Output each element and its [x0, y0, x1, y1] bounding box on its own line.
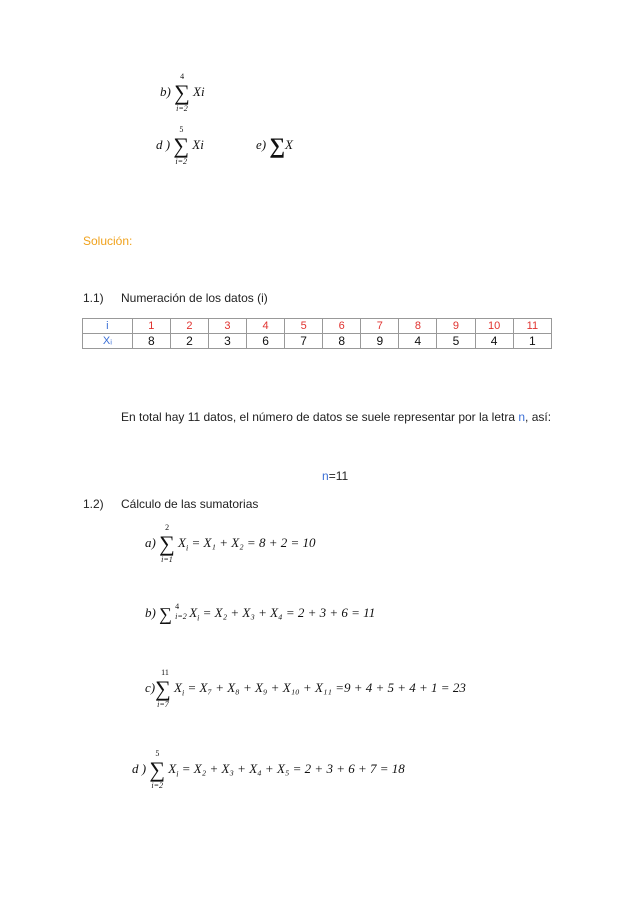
table-cell: 2: [170, 319, 208, 334]
table-cell: 8: [323, 334, 361, 349]
sum-b-label: b): [145, 605, 156, 620]
sigma-lower: i=2: [176, 104, 188, 113]
sum-term: X: [168, 760, 177, 776]
sum-a-expression: = X₁ + X₂ = 8 + 2 = 10: [191, 534, 316, 550]
table-cell: 8: [132, 334, 170, 349]
paragraph: [121, 410, 551, 424]
solution-label: Solución:: [83, 234, 133, 248]
n-variable: n: [322, 469, 329, 483]
sum-d-expression: = X₂ + X₃ + X₄ + X₅ = 2 + 3 + 6 + 7 = 18: [181, 760, 405, 776]
sum-b-expression: = X₂ + X₃ + X₄ = 2 + 3 + 6 = 11: [202, 605, 376, 620]
sigma-upper: 2: [165, 523, 170, 532]
table-cell: 4: [475, 334, 513, 349]
sigma-symbol: ∑: [269, 133, 286, 158]
sigma-lower: i=2: [175, 157, 187, 166]
table-cell: 5: [285, 319, 323, 334]
sum-c: [145, 668, 466, 709]
sum-b: [145, 602, 376, 625]
sum-a: [145, 523, 316, 564]
sigma-upper: 4: [180, 72, 185, 81]
row-header-x: Xᵢ: [83, 334, 133, 349]
sum-c-label: c): [145, 679, 156, 695]
table-cell: 4: [399, 334, 437, 349]
exercise-b: [160, 72, 205, 113]
exercise-b-label: b): [160, 83, 171, 99]
section-1-2-number: 1.2): [83, 497, 104, 511]
sigma-lower: i=7: [157, 700, 169, 709]
sum-term-sub: i: [185, 543, 189, 553]
sum-term: X: [189, 605, 198, 620]
sum-term: X: [178, 534, 186, 550]
table-cell: 7: [285, 334, 323, 349]
sigma-symbol: ∑ 2 i=1: [159, 523, 175, 564]
data-table: [82, 318, 552, 349]
sum-term-sub: i: [182, 688, 185, 698]
section-1-1-title: Numeración de los datos (i): [121, 291, 268, 305]
table-cell: 1: [513, 334, 551, 349]
sigma-symbol: ∑ 5 i=2: [149, 749, 166, 790]
sigma-symbol: ∑ 4 i=2: [159, 602, 187, 625]
sum-a-label: a): [145, 534, 156, 550]
table-row-x: [83, 334, 552, 349]
sum-c-expression: = X₇ + X₈ + X₉ + X₁₀ + X₁₁ =9 + 4 + 5 + 4 + 1 = 23: [187, 679, 466, 695]
paragraph-text: En total hay 11 datos, el número de datos se suele representar por la letra: [121, 410, 519, 424]
sigma-upper: 5: [179, 125, 184, 134]
exercise-e-term: X: [285, 136, 293, 152]
sigma-lower: i=2: [175, 612, 187, 622]
paragraph-letter-n: n: [518, 410, 526, 424]
exercise-d: [156, 125, 204, 166]
table-cell: 1: [132, 319, 170, 334]
table-cell: 6: [323, 319, 361, 334]
sigma-lower: i=1: [161, 555, 173, 564]
sigma-symbol: ∑ 4 i=2: [174, 72, 190, 113]
sigma-upper: 4: [175, 602, 180, 612]
row-header-i: i: [83, 319, 133, 334]
table-cell: 2: [170, 334, 208, 349]
n-equation: [322, 469, 348, 483]
sigma-symbol: ∑ 11 i=7: [155, 668, 171, 709]
table-cell: 8: [399, 319, 437, 334]
table-row-i: [83, 319, 552, 334]
section-1-2-title: Cálculo de las sumatorias: [121, 497, 259, 511]
sum-term-sub: i: [197, 613, 200, 623]
table-cell: 3: [208, 319, 246, 334]
sigma-upper: 5: [155, 749, 160, 758]
table-cell: 6: [247, 334, 285, 349]
table-cell: 7: [361, 319, 399, 334]
sigma-symbol: ∑ 5 i=2: [173, 125, 190, 166]
table-cell: 5: [437, 334, 475, 349]
table-cell: 11: [513, 319, 551, 334]
exercise-b-term: Xi: [193, 83, 205, 99]
table-cell: 9: [437, 319, 475, 334]
section-1-1-number: 1.1): [83, 291, 104, 305]
table-cell: 3: [208, 334, 246, 349]
sigma-lower: i=2: [151, 781, 163, 790]
sum-term-sub: i: [176, 769, 179, 779]
exercise-d-term: Xi: [192, 136, 204, 152]
table-cell: 10: [475, 319, 513, 334]
table-cell: 4: [247, 319, 285, 334]
exercise-d-label: d ): [156, 136, 171, 152]
data-table-wrapper: [82, 318, 552, 349]
sum-d-label: d ): [132, 760, 147, 776]
sum-d: [132, 749, 405, 790]
n-value: =11: [328, 469, 349, 483]
paragraph-text-end: , así:: [525, 410, 552, 424]
table-cell: 9: [361, 334, 399, 349]
sum-term: X: [174, 679, 182, 695]
exercise-e-label: e): [256, 136, 267, 152]
sigma-upper: 11: [161, 668, 169, 677]
exercise-e: [256, 135, 293, 157]
